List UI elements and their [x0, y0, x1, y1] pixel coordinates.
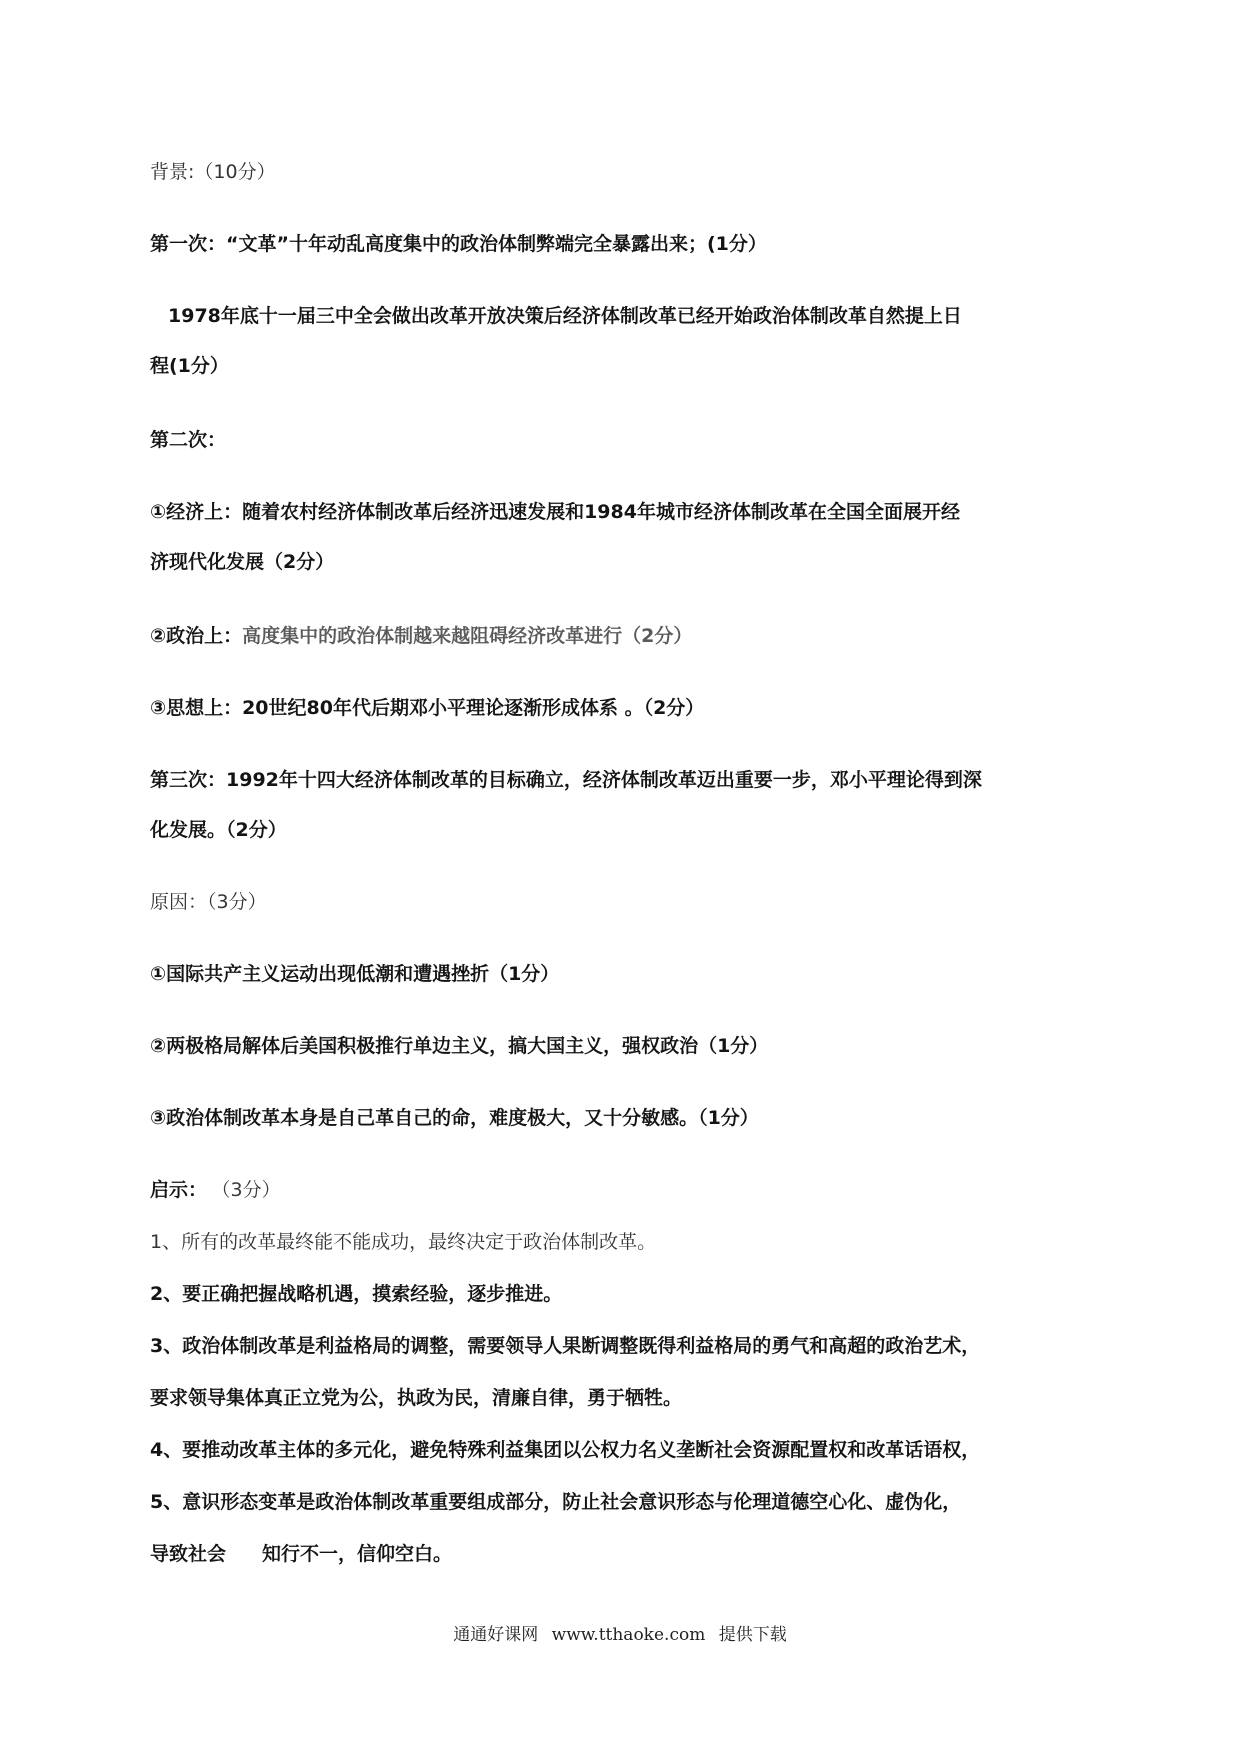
third-reform-line-1: 第三次：1992年十四大经济体制改革的目标确立，经济体制改革迈出重要一步，邓小平理论得到深	[150, 769, 982, 791]
insight-item-2: 2、要正确把握战略机遇，摸索经验，逐步推进。	[150, 1283, 563, 1305]
first-reform-line-1: 第一次：“文革”十年动乱高度集中的政治体制弊端完全暴露出来；(1分）	[150, 233, 767, 255]
reasons-heading: 原因：（3分）	[150, 891, 267, 913]
reason-item-3: ③政治体制改革本身是自己革自己的命，难度极大，又十分敏感。（1分）	[150, 1107, 759, 1129]
politics-label: ②政治上：	[150, 625, 243, 647]
insights-heading-label: 启示：	[150, 1179, 208, 1201]
third-reform-line-2: 化发展。（2分）	[150, 819, 287, 841]
page-footer	[0, 1620, 1240, 1645]
insight-item-5-part-2: 知行不一，信仰空白。	[262, 1543, 453, 1565]
second-reform-politics	[150, 624, 1110, 648]
reason-item-1: ①国际共产主义运动出现低潮和遭遇挫折（1分）	[150, 963, 560, 985]
insights-heading-score: （3分）	[221, 1179, 281, 1201]
second-reform-heading: 第二次：	[150, 429, 227, 451]
politics-text: 高度集中的政治体制越来越阻碍经济改革进行（2分）	[242, 625, 693, 647]
insight-item-1: 1、所有的改革最终能不能成功，最终决定于政治体制改革。	[150, 1231, 657, 1253]
first-reform-line-2: 1978年底十一届三中全会做出改革开放决策后经济体制改革已经开始政治体制改革自然提上日	[168, 305, 962, 327]
insight-item-4: 4、要推动改革主体的多元化，避免特殊利益集团以公权力名义垄断社会资源配置权和改革话语权，	[150, 1439, 981, 1461]
insight-item-5-line-1: 5、意识形态变革是政治体制改革重要组成部分，防止社会意识形态与伦理道德空心化、虚伪化，	[150, 1491, 962, 1513]
reason-item-2: ②两极格局解体后美国积极推行单边主义，搞大国主义，强权政治（1分）	[150, 1035, 769, 1057]
footer-suffix: 提供下载	[718, 1625, 787, 1645]
first-reform-line-3: 程(1分）	[150, 355, 229, 377]
insights-heading	[150, 1178, 1110, 1202]
insight-item-5-line-2	[150, 1542, 1110, 1566]
insight-item-3-line-1: 3、政治体制改革是利益格局的调整，需要领导人果断调整既得利益格局的勇气和高超的政治艺术，	[150, 1335, 981, 1357]
insight-item-3-line-2: 要求领导集体真正立党为公，执政为民，清廉自律，勇于牺牲。	[150, 1387, 683, 1409]
footer-url[interactable]: www.tthaoke.com	[551, 1625, 706, 1645]
second-reform-economy-line-1: ①经济上：随着农村经济体制改革后经济迅速发展和1984年城市经济体制改革在全国全面展开经	[150, 501, 960, 523]
insight-item-5-part-1: 导致社会	[150, 1543, 227, 1565]
background-heading: 背景:（10分）	[150, 161, 276, 183]
footer-site-name: 通通好课网	[453, 1625, 539, 1645]
second-reform-thought: ③思想上：20世纪80年代后期邓小平理论逐渐形成体系 。（2分）	[150, 697, 705, 719]
second-reform-economy-line-2: 济现代化发展（2分）	[150, 551, 335, 573]
